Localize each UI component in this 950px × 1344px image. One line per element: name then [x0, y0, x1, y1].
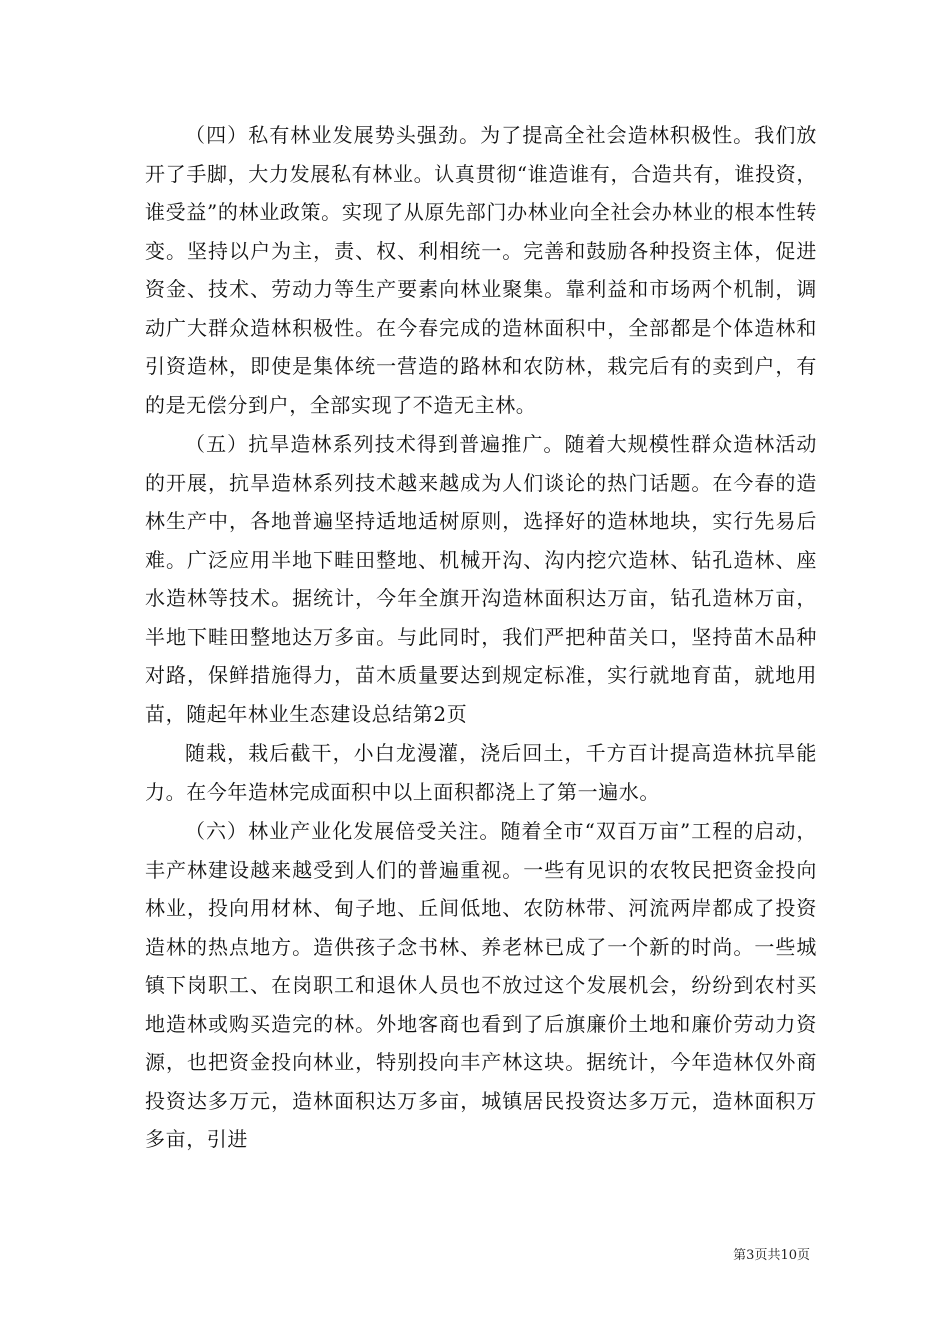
document-body — [145, 116, 817, 1160]
paragraph-private-forestry: （四）私有林业发展势头强劲。为了提高全社会造林积极性。我们放开了手脚，大力发展私有林业。认真贯彻“谁造谁有，合造共有，谁投资，谁受益”的林业政策。实现了从原先部门办林业向全社会办林业的根本性转变。坚持以户为主，责、权、利相统一。完善和鼓励各种投资主体，促进资金、技术、劳动力等生产要素向林业聚集。靠利益和市场两个机制，调动广大群众造林积极性。在今春完成的造林面积中，全部都是个体造林和引资造林，即使是集体统一营造的路林和农防林，栽完后有的卖到户，有的是无偿分到户，全部实现了不造无主林。 — [145, 123, 817, 417]
page-number-footer: 第3页共10页 — [733, 1248, 810, 1263]
paragraph-drought-technology: （五）抗旱造林系列技术得到普遍推广。随着大规模性群众造林活动的开展，抗旱造林系列技术越来越成为人们谈论的热门话题。在今春的造林生产中，各地普遍坚持适地适树原则，选择好的造林地块，实行先易后难。广泛应用半地下畦田整地、机械开沟、沟内挖穴造林、钻孔造林、座水造林等技术。据统计，今年全旗开沟造林面积达万亩，钻孔造林万亩，半地下畦田整地达万多亩。与此同时，我们严把种苗关口，坚持苗木品种对路，保鲜措施得力，苗木质量要达到规定标准，实行就地育苗，就地用苗，随起年林业生态建设总结第2页 — [145, 432, 817, 726]
paragraph-industrialization: （六）林业产业化发展倍受关注。随着全市“双百万亩”工程的启动，丰产林建设越来越受到人们的普遍重视。一些有见识的农牧民把资金投向林业，投向用材林、甸子地、丘间低地、农防林带、河流两岸都成了投资造林的热点地方。造供孩子念书林、养老林已成了一个新的时尚。一些城镇下岗职工、在岗职工和退休人员也不放过这个发展机会，纷纷到农村买地造林或购买造完的林。外地客商也看到了后旗廉价土地和廉价劳动力资源，也把资金投向林业，特别投向丰产林这块。据统计，今年造林仅外商投资达多万元，造林面积达万多亩，城镇居民投资达多万元，造林面积万多亩，引进 — [145, 819, 817, 1151]
paragraph-continuation: 随栽，栽后截干，小白龙漫灌，浇后回土，千方百计提高造林抗旱能力。在今年造林完成面积中以上面积都浇上了第一遍水。 — [145, 741, 817, 804]
